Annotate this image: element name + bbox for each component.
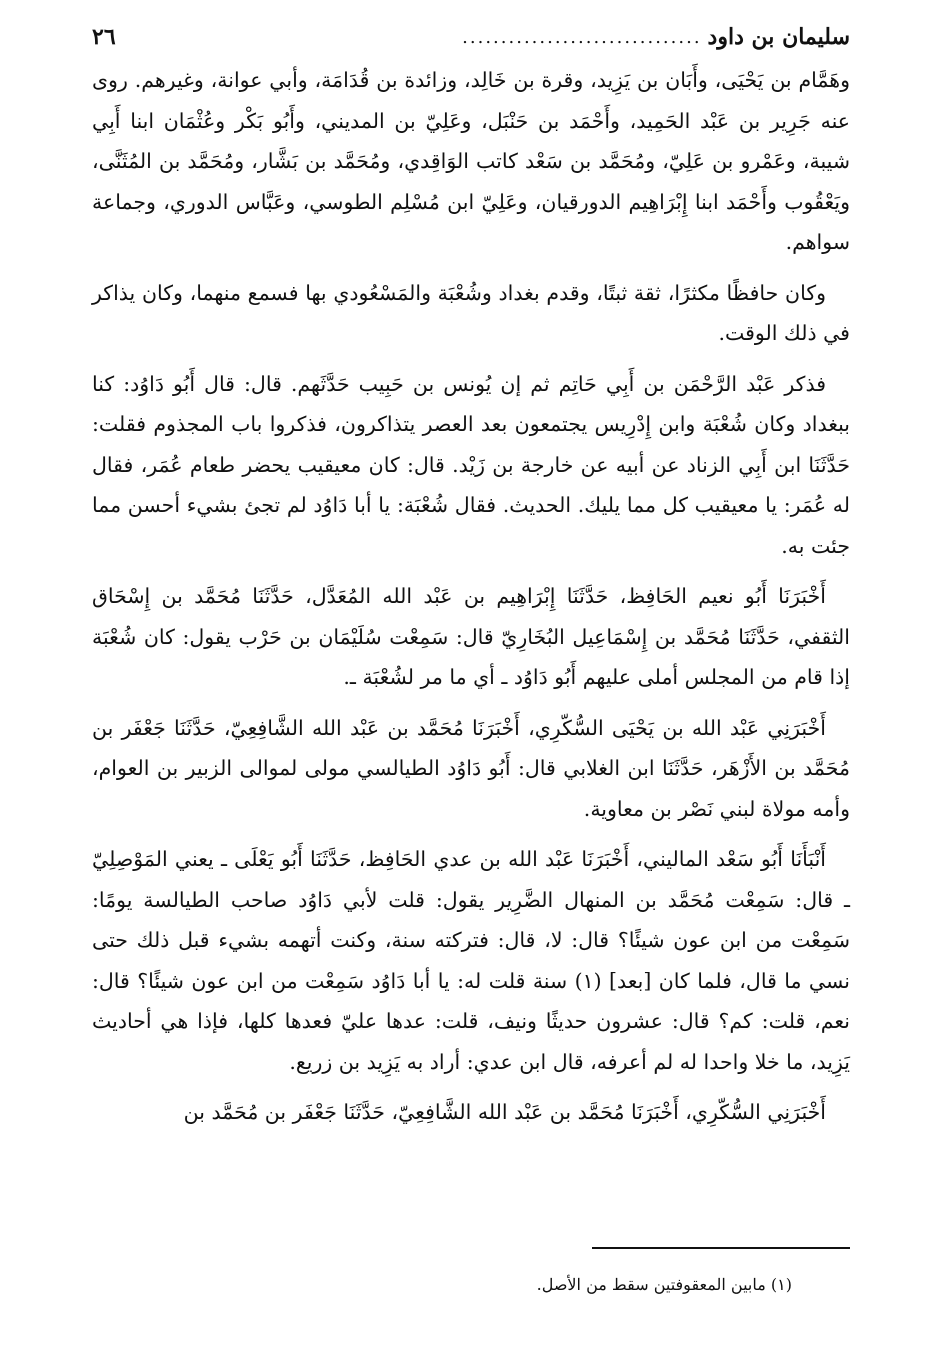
page-number: ٢٦ <box>92 24 116 50</box>
footnote-separator <box>592 1247 850 1249</box>
running-head <box>92 22 850 52</box>
paragraph-ibn-awn-story: أَنْبَأَنَا أَبُو سَعْد الماليني، أَخْبَرَنَا عَبْد الله بن عدي الحَافِظ، حَدَّثَنَا أَبُو يَعْلَى ـ يعني المَوْصِلِيّ ـ قال: سَمِعْت مُحَمَّد بن المنهال الضَّرِير يقول: قلت لأبي دَاوُد صاحب الطيالسة يومًا: سَمِعْت من ابن عون شيئًا؟ قال: لا، قال: فتركته سنة، وكنت أتهمه بشيء قبل ذلك حتى نسي ما قال، فلما كان [بعد] (١) سنة قلت له: يا أبا دَاوُد سَمِعْت من ابن عون شيئًا؟ قال: نعم، قلت: كم؟ قال: عشرون حديثًا ونيف، قلت: عدها عليّ فعدها كلها، فإذا هي أحاديث يَزِيد، ما خلا واحدا له لم أعرفه، قال ابن عدي: أراد به يَزِيد بن زريع. <box>92 847 850 1074</box>
footnote: (١) مابين المعقوفتين سقط من الأصل. <box>536 1275 792 1294</box>
paragraph-majdhum-hadith: فذكر عَبْد الرَّحْمَن بن أَبِي حَاتِم ثم إن يُونس بن حَبِيب حَدَّثَهم. قال: قال أَبُو دَاوُد: كنا ببغداد وكان شُعْبَة وابن إِدْرِيس يجتمعون بعد العصر يتذاكرون، فذكروا باب المجذوم فقلت: حَدَّثَنَا ابن أَبِي الزناد عن أبيه عن خارجة بن زَيْد. قال: كان معيقيب يحضر طعام عُمَر، فقال له عُمَر: يا معيقيب كل مما يليك. الحديث. فقال شُعْبَة: يا أبا دَاوُد لم تجئ بشيء أحسن مما جئت به. <box>92 371 850 558</box>
paragraph-sukkari-chain: أَخْبَرَنِي السُّكّرِي، أَخْبَرَنَا مُحَمَّد بن عَبْد الله الشَّافِعِيّ، حَدَّثَنَا جَعْفَر بن مُحَمَّد بن <box>183 1100 826 1124</box>
paragraph-narrators-list: وهَمَّام بن يَحْيَى، وأَبَان بن يَزِيد، وقرة بن خَالِد، وزائدة بن قُدَامَة، وأبي عوانة، وغيرهم. روى عنه جَرِير بن عَبْد الحَمِيد، وأَحْمَد بن حَنْبَل، وعَلِيّ بن المديني، وأَبُو بَكْر وعُثْمَان ابنا أَبِي شيبة، وعَمْرو بن عَلِيّ، ومُحَمَّد بن سَعْد كاتب الوَاقِدي، ومُحَمَّد بن بَشَّار، ومُحَمَّد بن المُثَنَّى، ويَعْقُوب وأَحْمَد ابنا إِبْرَاهِيم الدورقيان، وعَلِيّ ابن مُسْلِم الطوسي، وعَبَّاس الدوري، وجماعة سواهم. <box>92 68 850 254</box>
paragraph-tayalisi-lineage: أَخْبَرَنِي عَبْد الله بن يَحْيَى السُّكّرِي، أَخْبَرَنَا مُحَمَّد بن عَبْد الله الشَّافِعِيّ، حَدَّثَنَا جَعْفَر بن مُحَمَّد بن الأَزْهَر، حَدَّثَنَا ابن الغلابي قال: أَبُو دَاوُد الطيالسي مولى لموالى الزبير بن العوام، وأمه مولاة لبني نَصْر بن معاوية. <box>92 715 850 821</box>
main-text <box>92 60 850 1143</box>
paragraph-hafiz: وكان حافظًا مكثرًا، ثقة ثبتًا، وقدم بغداد وشُعْبَة والمَسْعُودي بها فسمع منهما، وكان يذاكر في ذلك الوقت. <box>92 280 850 345</box>
paragraph-shuba-dictation: أَخْبَرَنَا أَبُو نعيم الحَافِظ، حَدَّثَنَا إِبْرَاهِيم بن عَبْد الله المُعَدَّل، حَدَّثَنَا مُحَمَّد بن إِسْحَاق الثقفي، حَدَّثَنَا مُحَمَّد بن إِسْمَاعِيل البُخَارِيّ قال: سَمِعْت سُلَيْمَان بن حَرْب يقول: كان شُعْبَة إذا قام من المجلس أملى عليهم أَبُو دَاوُد ـ أي ما مر لشُعْبَة ـ. <box>92 584 850 689</box>
leader-dots: ............................... <box>462 26 702 48</box>
running-title: سليمان بن داود <box>707 24 850 50</box>
